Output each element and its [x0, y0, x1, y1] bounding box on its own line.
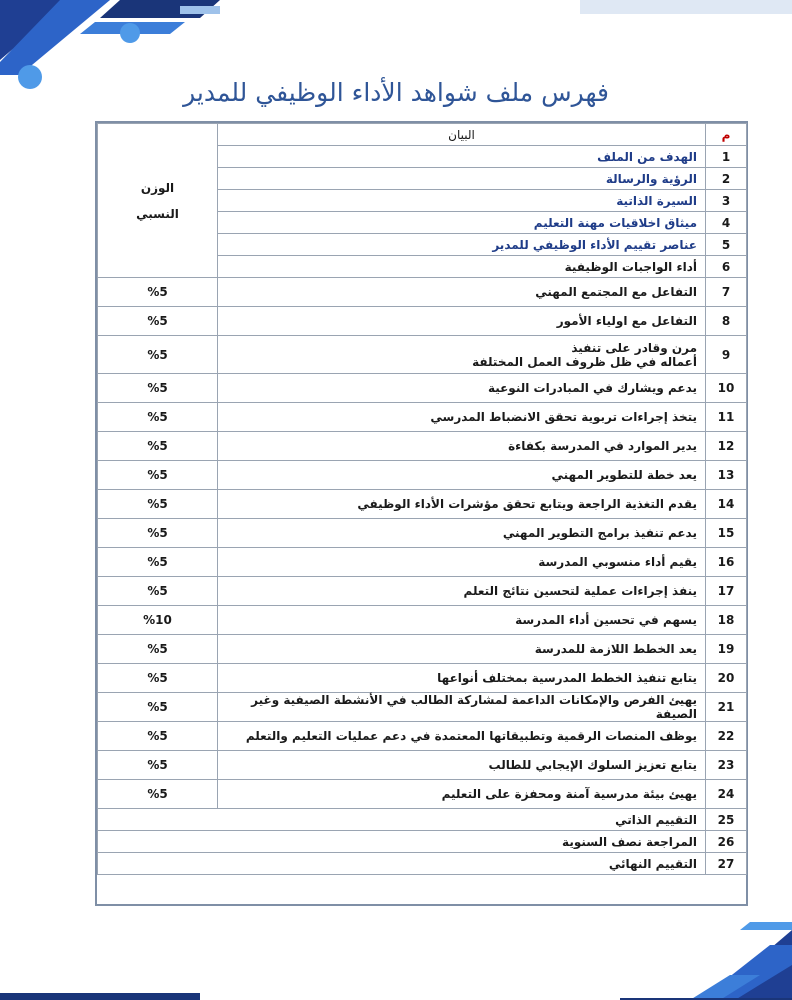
row-weight: %5 [98, 336, 218, 374]
row-num: 15 [706, 519, 747, 548]
table-row [98, 606, 747, 635]
row-num: 21 [706, 693, 747, 722]
row-weight: %5 [98, 374, 218, 403]
row-num: 20 [706, 664, 747, 693]
row-num: 16 [706, 548, 747, 577]
row-num: 23 [706, 751, 747, 780]
table-row [98, 693, 747, 722]
table-row [98, 577, 747, 606]
row-text: أداء الواجبات الوظيفية [218, 256, 706, 278]
table-row [98, 461, 747, 490]
header-weight [98, 124, 218, 278]
row-weight: %5 [98, 635, 218, 664]
row-text: يتابع تعزيز السلوك الإيجابي للطالب [218, 751, 706, 780]
row-text: التفاعل مع اولياء الأمور [218, 307, 706, 336]
table-row [98, 664, 747, 693]
row-weight: %5 [98, 519, 218, 548]
row-num: 4 [706, 212, 747, 234]
row-num: 1 [706, 146, 747, 168]
row-num: 12 [706, 432, 747, 461]
row-weight: %5 [98, 722, 218, 751]
row-num: 3 [706, 190, 747, 212]
row-num: 24 [706, 780, 747, 809]
table-row [98, 780, 747, 809]
row-text: ميثاق اخلاقيات مهنة التعليم [218, 212, 706, 234]
row-num: 7 [706, 278, 747, 307]
header-row [98, 124, 747, 146]
row-num: 8 [706, 307, 747, 336]
row-weight: %10 [98, 606, 218, 635]
row-num: 2 [706, 168, 747, 190]
table-row [98, 519, 747, 548]
row-weight: %5 [98, 664, 218, 693]
table-row [98, 307, 747, 336]
table-row [98, 432, 747, 461]
row-num: 27 [706, 853, 747, 875]
table-row [98, 853, 747, 875]
row-text: يهيئ الفرص والإمكانات الداعمة لمشاركة الطالب في الأنشطة الصيفية وغير الصيفة [218, 693, 706, 722]
table-row [98, 336, 747, 374]
row-text: يسهم في تحسين أداء المدرسة [218, 606, 706, 635]
row-text: يتابع تنفيذ الخطط المدرسية بمختلف أنواعها [218, 664, 706, 693]
row-weight: %5 [98, 577, 218, 606]
top-right-decoration [580, 0, 792, 30]
row-num: 6 [706, 256, 747, 278]
row-text: يقيم أداء منسوبي المدرسة [218, 548, 706, 577]
table-row [98, 635, 747, 664]
weight-label-line2: النسبي [136, 206, 179, 221]
row-num: 19 [706, 635, 747, 664]
row-text: عناصر تقييم الأداء الوظيفي للمدير [218, 234, 706, 256]
row-text: يدير الموارد في المدرسة بكفاءة [218, 432, 706, 461]
header-num: م [706, 124, 747, 146]
row-text: يهيئ بيئة مدرسية آمنة ومحفزة على التعليم [218, 780, 706, 809]
table-row [98, 403, 747, 432]
row-text-line2: أعماله في ظل ظروف العمل المختلفة [472, 354, 697, 369]
row-text: يتخذ إجراءات تربوية تحقق الانضباط المدرسي [218, 403, 706, 432]
table-row [98, 722, 747, 751]
row-text: الرؤية والرسالة [218, 168, 706, 190]
row-num: 5 [706, 234, 747, 256]
weight-label-line1: الوزن [140, 180, 175, 195]
table-row [98, 548, 747, 577]
row-text: المراجعة نصف السنوية [98, 831, 706, 853]
row-text: التقييم الذاتي [98, 809, 706, 831]
table-row [98, 490, 747, 519]
row-weight: %5 [98, 751, 218, 780]
row-text [218, 336, 706, 374]
row-num: 10 [706, 374, 747, 403]
row-weight: %5 [98, 307, 218, 336]
row-weight: %5 [98, 693, 218, 722]
row-weight: %5 [98, 403, 218, 432]
performance-index-table [97, 123, 747, 875]
row-weight: %5 [98, 490, 218, 519]
row-text: يدعم تنفيذ برامج التطوير المهني [218, 519, 706, 548]
header-statement: البيان [218, 124, 706, 146]
row-text: يقدم التغذية الراجعة ويتابع تحقق مؤشرات الأداء الوظيفي [218, 490, 706, 519]
row-weight: %5 [98, 548, 218, 577]
row-text: السيرة الذاتية [218, 190, 706, 212]
row-num: 9 [706, 336, 747, 374]
bottom-right-decoration [560, 920, 792, 1000]
page-title: فهرس ملف شواهد الأداء الوظيفي للمدير [183, 78, 609, 107]
row-num: 17 [706, 577, 747, 606]
row-weight: %5 [98, 278, 218, 307]
table-row [98, 374, 747, 403]
row-text: التفاعل مع المجتمع المهني [218, 278, 706, 307]
row-num: 14 [706, 490, 747, 519]
table-row [98, 831, 747, 853]
table-row [98, 278, 747, 307]
row-text: ينفذ إجراءات عملية لتحسين نتائج التعلم [218, 577, 706, 606]
bottom-left-decoration [0, 975, 200, 1000]
table-row [98, 809, 747, 831]
row-weight: %5 [98, 432, 218, 461]
row-num: 13 [706, 461, 747, 490]
row-text-line1: مرن وقادر على تنفيذ [571, 340, 697, 355]
row-text: يعد خطة للتطوير المهني [218, 461, 706, 490]
row-text: الهدف من الملف [218, 146, 706, 168]
row-text: يدعم ويشارك في المبادرات النوعية [218, 374, 706, 403]
row-text: يوظف المنصات الرقمية وتطبيقاتها المعتمدة في دعم عمليات التعليم والتعلم [218, 722, 706, 751]
row-num: 11 [706, 403, 747, 432]
table-row [98, 751, 747, 780]
row-text: التقييم النهائي [98, 853, 706, 875]
row-weight: %5 [98, 461, 218, 490]
row-text: يعد الخطط اللازمة للمدرسة [218, 635, 706, 664]
row-weight: %5 [98, 780, 218, 809]
row-num: 26 [706, 831, 747, 853]
row-num: 22 [706, 722, 747, 751]
row-num: 18 [706, 606, 747, 635]
row-num: 25 [706, 809, 747, 831]
